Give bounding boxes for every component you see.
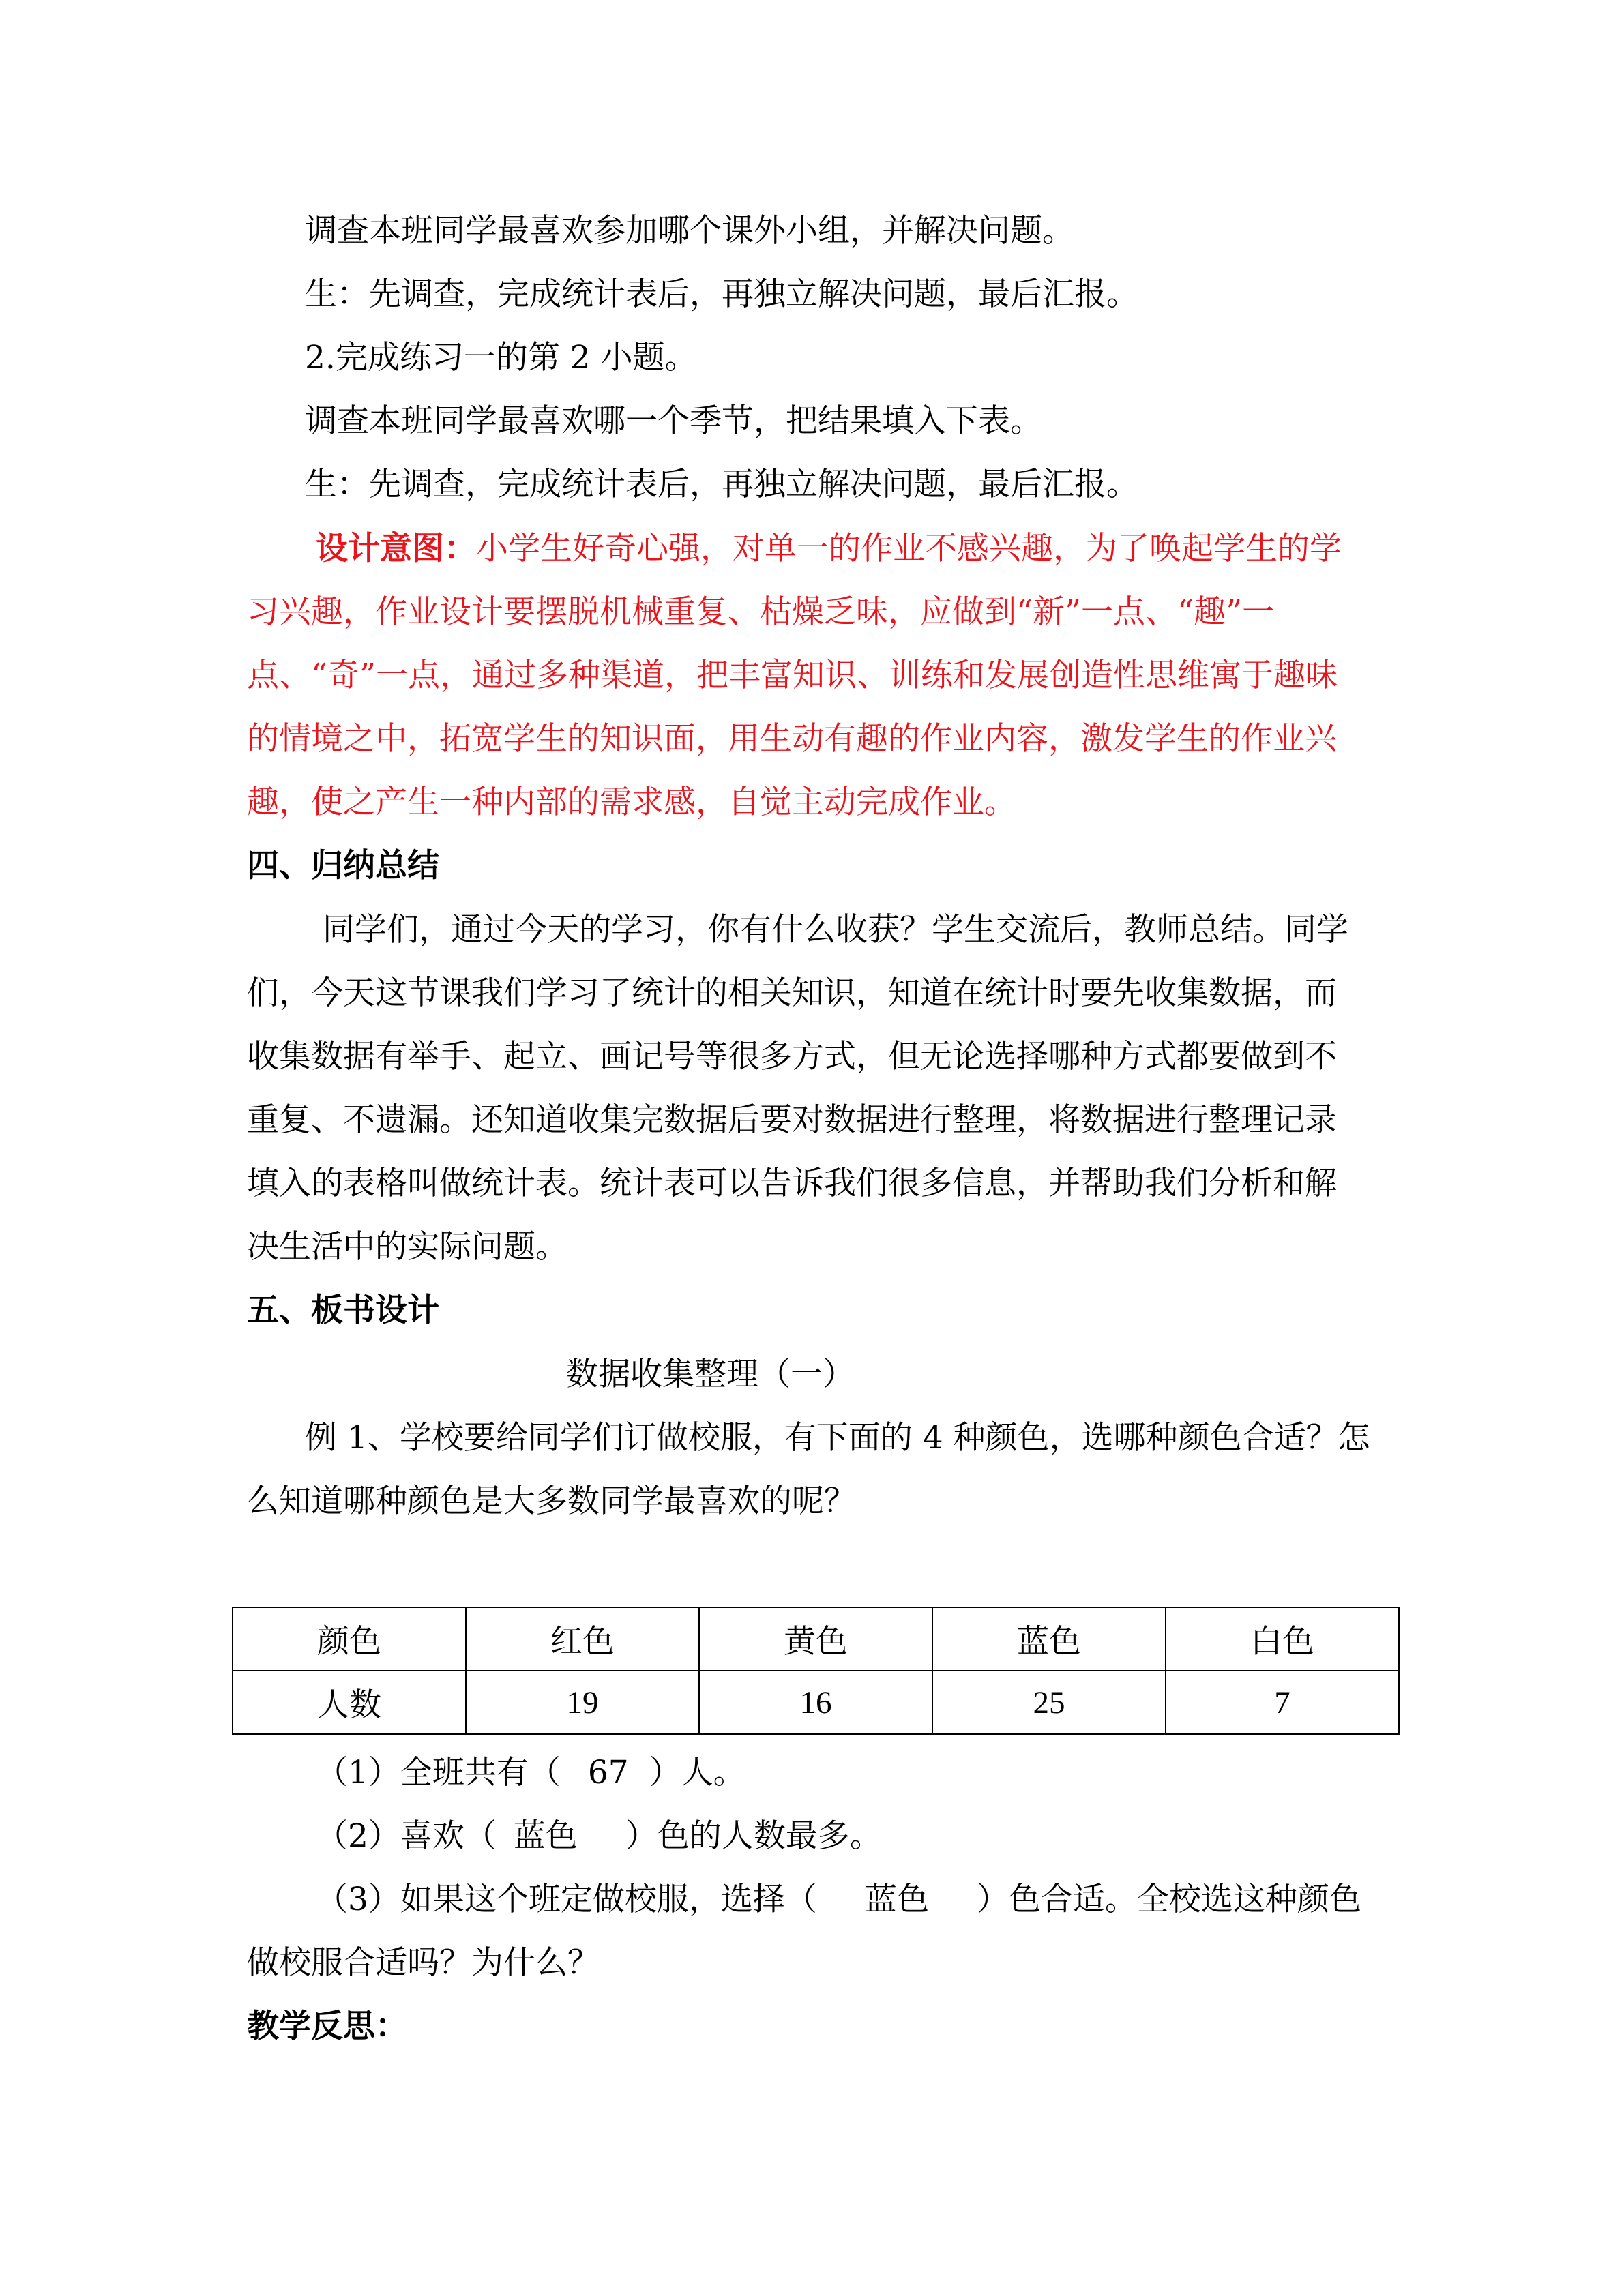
design-intent-line: 趣，使之产生一种内部的需求感，自觉主动完成作业。 xyxy=(247,784,1016,821)
summary-line: 同学们，通过今天的学习，你有什么收获？学生交流后，教师总结。同学 xyxy=(323,911,1348,949)
table-header-cell: 颜色 xyxy=(233,1607,466,1671)
question-text: （3）如果这个班定做校服，选择（ xyxy=(316,1881,817,1918)
section-heading-board: 五、板书设计 xyxy=(247,1292,439,1329)
design-intent-line: 点、“奇”一点，通过多种渠道，把丰富知识、训练和发展创造性思维寓于趣味 xyxy=(247,657,1338,694)
table-cell-count: 16 xyxy=(699,1671,932,1734)
statistics-table xyxy=(232,1607,1400,1735)
question-text: （1）全班共有（ xyxy=(316,1754,561,1791)
question-3 xyxy=(316,1879,1361,1920)
example-line: 例 1、学校要给同学们订做校服，有下面的 4 种颜色，选哪种颜色合适？怎 xyxy=(305,1419,1370,1457)
question-text: （2）喜欢（ xyxy=(316,1817,497,1855)
question-answer: 蓝色 xyxy=(864,1881,929,1918)
summary-line: 收集数据有举手、起立、画记号等很多方式，但无论选择哪种方式都要做到不 xyxy=(247,1038,1337,1075)
question-answer: 67 xyxy=(587,1754,629,1791)
table-row xyxy=(233,1607,1399,1671)
example-line: 么知道哪种颜色是大多数同学最喜欢的呢？ xyxy=(247,1482,856,1520)
design-intent-line: 的情境之中，拓宽学生的知识面，用生动有趣的作业内容，激发学生的作业兴 xyxy=(247,720,1337,758)
board-title: 数据收集整理（一） xyxy=(566,1356,855,1393)
body-line: 生：先调查，完成统计表后，再独立解决问题，最后汇报。 xyxy=(305,275,1138,313)
design-intent-label: 设计意图： xyxy=(316,530,476,567)
body-line: 调查本班同学最喜欢哪一个季节，把结果填入下表。 xyxy=(305,402,1042,440)
body-line: 调查本班同学最喜欢参加哪个课外小组，并解决问题。 xyxy=(305,212,1074,250)
table-cell-count: 25 xyxy=(932,1671,1166,1734)
table-cell-color: 红色 xyxy=(466,1607,699,1671)
table-cell-color: 蓝色 xyxy=(932,1607,1166,1671)
section-heading-summary: 四、归纳总结 xyxy=(247,847,439,884)
table-cell-color: 黄色 xyxy=(699,1607,932,1671)
design-intent-line xyxy=(316,528,1342,569)
reflection-heading: 教学反思： xyxy=(247,2008,407,2045)
summary-line: 重复、不遗漏。还知道收集完数据后要对数据进行整理，将数据进行整理记录 xyxy=(247,1101,1337,1139)
question-text: ）人。 xyxy=(649,1754,745,1791)
design-intent-line: 习兴趣，作业设计要摆脱机械重复、枯燥乏味，应做到“新”一点、“趣”一 xyxy=(247,593,1275,631)
table-cell-count: 7 xyxy=(1166,1671,1399,1734)
design-intent-text: 小学生好奇心强，对单一的作业不感兴趣，为了唤起学生的学 xyxy=(476,530,1342,567)
table-header-cell: 人数 xyxy=(233,1671,466,1734)
question-1 xyxy=(316,1753,745,1793)
question-2 xyxy=(316,1816,882,1857)
body-line: 2.完成练习一的第 2 小题。 xyxy=(305,339,697,376)
question-answer: 蓝色 xyxy=(513,1817,578,1855)
question-text: ）色合适。全校选这种颜色 xyxy=(976,1881,1361,1918)
summary-line: 决生活中的实际问题。 xyxy=(247,1228,567,1266)
question-3-continued: 做校服合适吗？为什么？ xyxy=(247,1944,600,1982)
question-text: ）色的人数最多。 xyxy=(625,1817,882,1855)
summary-line: 填入的表格叫做统计表。统计表可以告诉我们很多信息，并帮助我们分析和解 xyxy=(247,1165,1337,1202)
body-line: 生：先调查，完成统计表后，再独立解决问题，最后汇报。 xyxy=(305,466,1138,503)
table-cell-count: 19 xyxy=(466,1671,699,1734)
table-row xyxy=(233,1671,1399,1734)
table-cell-color: 白色 xyxy=(1166,1607,1399,1671)
summary-line: 们，今天这节课我们学习了统计的相关知识，知道在统计时要先收集数据，而 xyxy=(247,974,1337,1012)
